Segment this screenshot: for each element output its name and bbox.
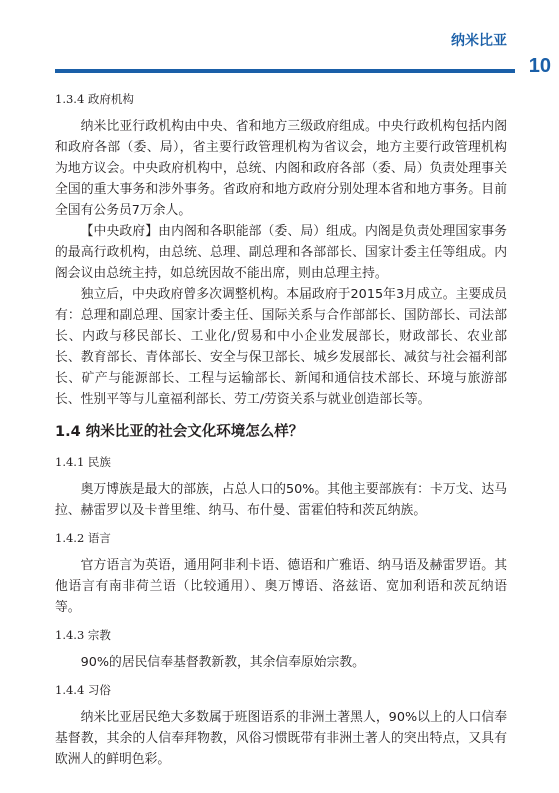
- page-number: 10: [528, 55, 551, 77]
- section-title-1-4: 1.4 纳米比亚的社会文化环境怎么样？: [55, 424, 304, 440]
- paragraph: 纳米比亚行政机构由中央、省和地方三级政府组成。中央行政机构包括内阁和政府各部（委、局），省主要行政管理机构为省议会，地方主要行政管理机构为地方议会。中央政府机构中，总统、内阁和政府各部（委、局）负责处理事关全国的重大事务和涉外事务。省政府和地方政府分别处理本省和地方事务。目前全国有公务员7万余人。: [55, 119, 507, 218]
- subsection-title-1-4-3: 1.4.3 宗教: [55, 628, 111, 642]
- running-header-title: 纳米比亚: [451, 33, 507, 49]
- paragraph: 奥万博族是最大的部族，占总人口的50%。其他主要部族有：卡万戈、达马拉、赫雷罗以及卡普里维、纳马、布什曼、雷霍伯特和茨瓦纳族。: [55, 482, 507, 518]
- paragraph: 独立后，中央政府曾多次调整机构。本届政府于2015年3月成立。主要成员有：总理和副总理、国家计委主任、国际关系与合作部部长、国防部长、司法部长、内政与移民部长、工业化/贸易和中小企业发展部长，财政部长、农业部长、教育部长、青体部长、安全与保卫部长、城乡发展部长、减贫与社会福利部长、矿产与能源部长、工程与运输部长、新闻和通信技术部长、环境与旅游部长、性别平等与儿童福利部长、劳工/劳资关系与就业创造部长等。: [55, 287, 507, 407]
- paragraph: 官方语言为英语，通用阿非利卡语、德语和广雅语、纳马语及赫雷罗语。其他语言有南非荷兰语（比较通用）、奥万博语、洛兹语、宽加利语和茨瓦纳语等。: [55, 558, 507, 615]
- subsection-title-1-4-1: 1.4.1 民族: [55, 455, 111, 469]
- subsection-title-1-3-4: 1.3.4 政府机构: [55, 92, 134, 106]
- paragraph: 【中央政府】由内阁和各职能部（委、局）组成。内阁是负责处理国家事务的最高行政机构，由总统、总理、副总理和各部部长、国家计委主任等组成。内阁会议由总统主持，如总统因故不能出席，则由总理主持。: [55, 224, 507, 281]
- header-rule: [55, 69, 515, 73]
- page-content: [55, 90, 507, 770]
- paragraph: 90%的居民信奉基督教新教，其余信奉原始宗教。: [80, 655, 365, 670]
- subsection-title-1-4-4: 1.4.4 习俗: [55, 683, 111, 697]
- paragraph: 纳米比亚居民绝大多数属于班图语系的非洲土著黑人，90%以上的人口信奉基督教，其余的人信奉拜物教，风俗习惯既带有非洲土著人的突出特点，又具有欧洲人的鲜明色彩。: [55, 710, 507, 767]
- subsection-title-1-4-2: 1.4.2 语言: [55, 531, 111, 545]
